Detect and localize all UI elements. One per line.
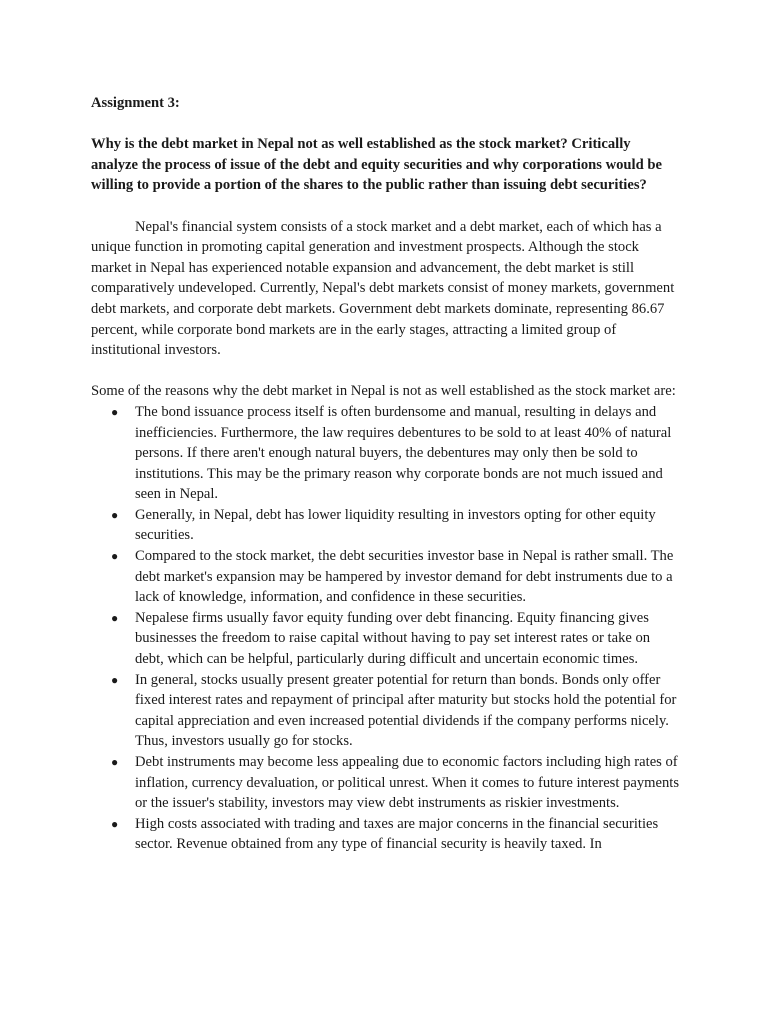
list-item-text: Generally, in Nepal, debt has lower liquidity resulting in investors opting for other equity securities. <box>135 506 656 544</box>
reasons-lead: Some of the reasons why the debt market in Nepal is not as well established as the stock market are: <box>91 383 676 400</box>
list-item-text: High costs associated with trading and taxes are major concerns in the financial securities sector. Revenue obtained from any type of financial security is heavily taxed. In <box>135 815 659 853</box>
list-item-text: The bond issuance process itself is often burdensome and manual, resulting in delays and inefficiencies. Furthermore, the law requires debentures to be sold to at least 40% of natural persons. If there aren't enough natural buyers, the debentures may only then be sold to institutions. This may be the primary reason why corporate bonds are not much issued and seen in Nepal. <box>135 403 672 503</box>
assignment-question: Why is the debt market in Nepal not as well established as the stock market? Critically analyze the process of issue of the debt and equity securities and why corporations would be willing to provide a portion of the shares to the public rather than issuing debt securities? <box>91 136 662 194</box>
list-item <box>111 752 681 814</box>
list-item <box>111 402 681 505</box>
list-item-text: Compared to the stock market, the debt securities investor base in Nepal is rather small. The debt market's expansion may be hampered by investor demand for debt instruments due to a lack of knowledge, information, and confidence in these securities. <box>135 548 674 606</box>
list-item-text: In general, stocks usually present greater potential for return than bonds. Bonds only offer fixed interest rates and repayment of principal after maturity but stocks hold the potential for capital appreciation and even increased potential dividends if the company performs nicely. Thus, investors usually go for stocks. <box>135 671 677 750</box>
assignment-heading: Assignment 3: <box>91 95 180 111</box>
bullet-icon: ● <box>111 816 119 831</box>
bullet-icon: ● <box>111 610 119 625</box>
bullet-icon: ● <box>111 549 119 564</box>
list-item <box>111 505 681 546</box>
intro-paragraph: Nepal's financial system consists of a stock market and a debt market, each of which has a unique function in promoting capital generation and investment prospects. Although the stock market in Nepal has experienced notable expansion and advancement, the debt market is still comparatively undeveloped. Currently, Nepal's debt markets consist of money markets, government debt markets, and corporate debt markets. Government debt markets dominate, representing 86.67 percent, while corporate bond markets are in the early stages, attracting a limited group of institutional investors. <box>91 218 675 359</box>
list-item <box>111 608 681 670</box>
bullet-icon: ● <box>111 755 119 769</box>
list-item <box>111 670 681 752</box>
reasons-list <box>91 402 681 855</box>
list-item <box>111 814 681 855</box>
list-item-text: Debt instruments may become less appealing due to economic factors including high rates of inflation, currency devaluation, or political unrest. When it comes to future interest payments or the issuer's stability, investors may view debt instruments as riskier investments. <box>135 754 679 812</box>
bullet-icon: ● <box>111 404 119 419</box>
document-page <box>91 93 681 855</box>
list-item <box>111 546 681 608</box>
list-item-text: Nepalese firms usually favor equity funding over debt financing. Equity financing gives businesses the freedom to raise capital without having to pay set interest rates or take on debt, which can be helpful, particularly during difficult and uncertain economic times. <box>135 609 651 668</box>
bullet-icon: ● <box>111 507 119 522</box>
bullet-icon: ● <box>111 672 119 687</box>
